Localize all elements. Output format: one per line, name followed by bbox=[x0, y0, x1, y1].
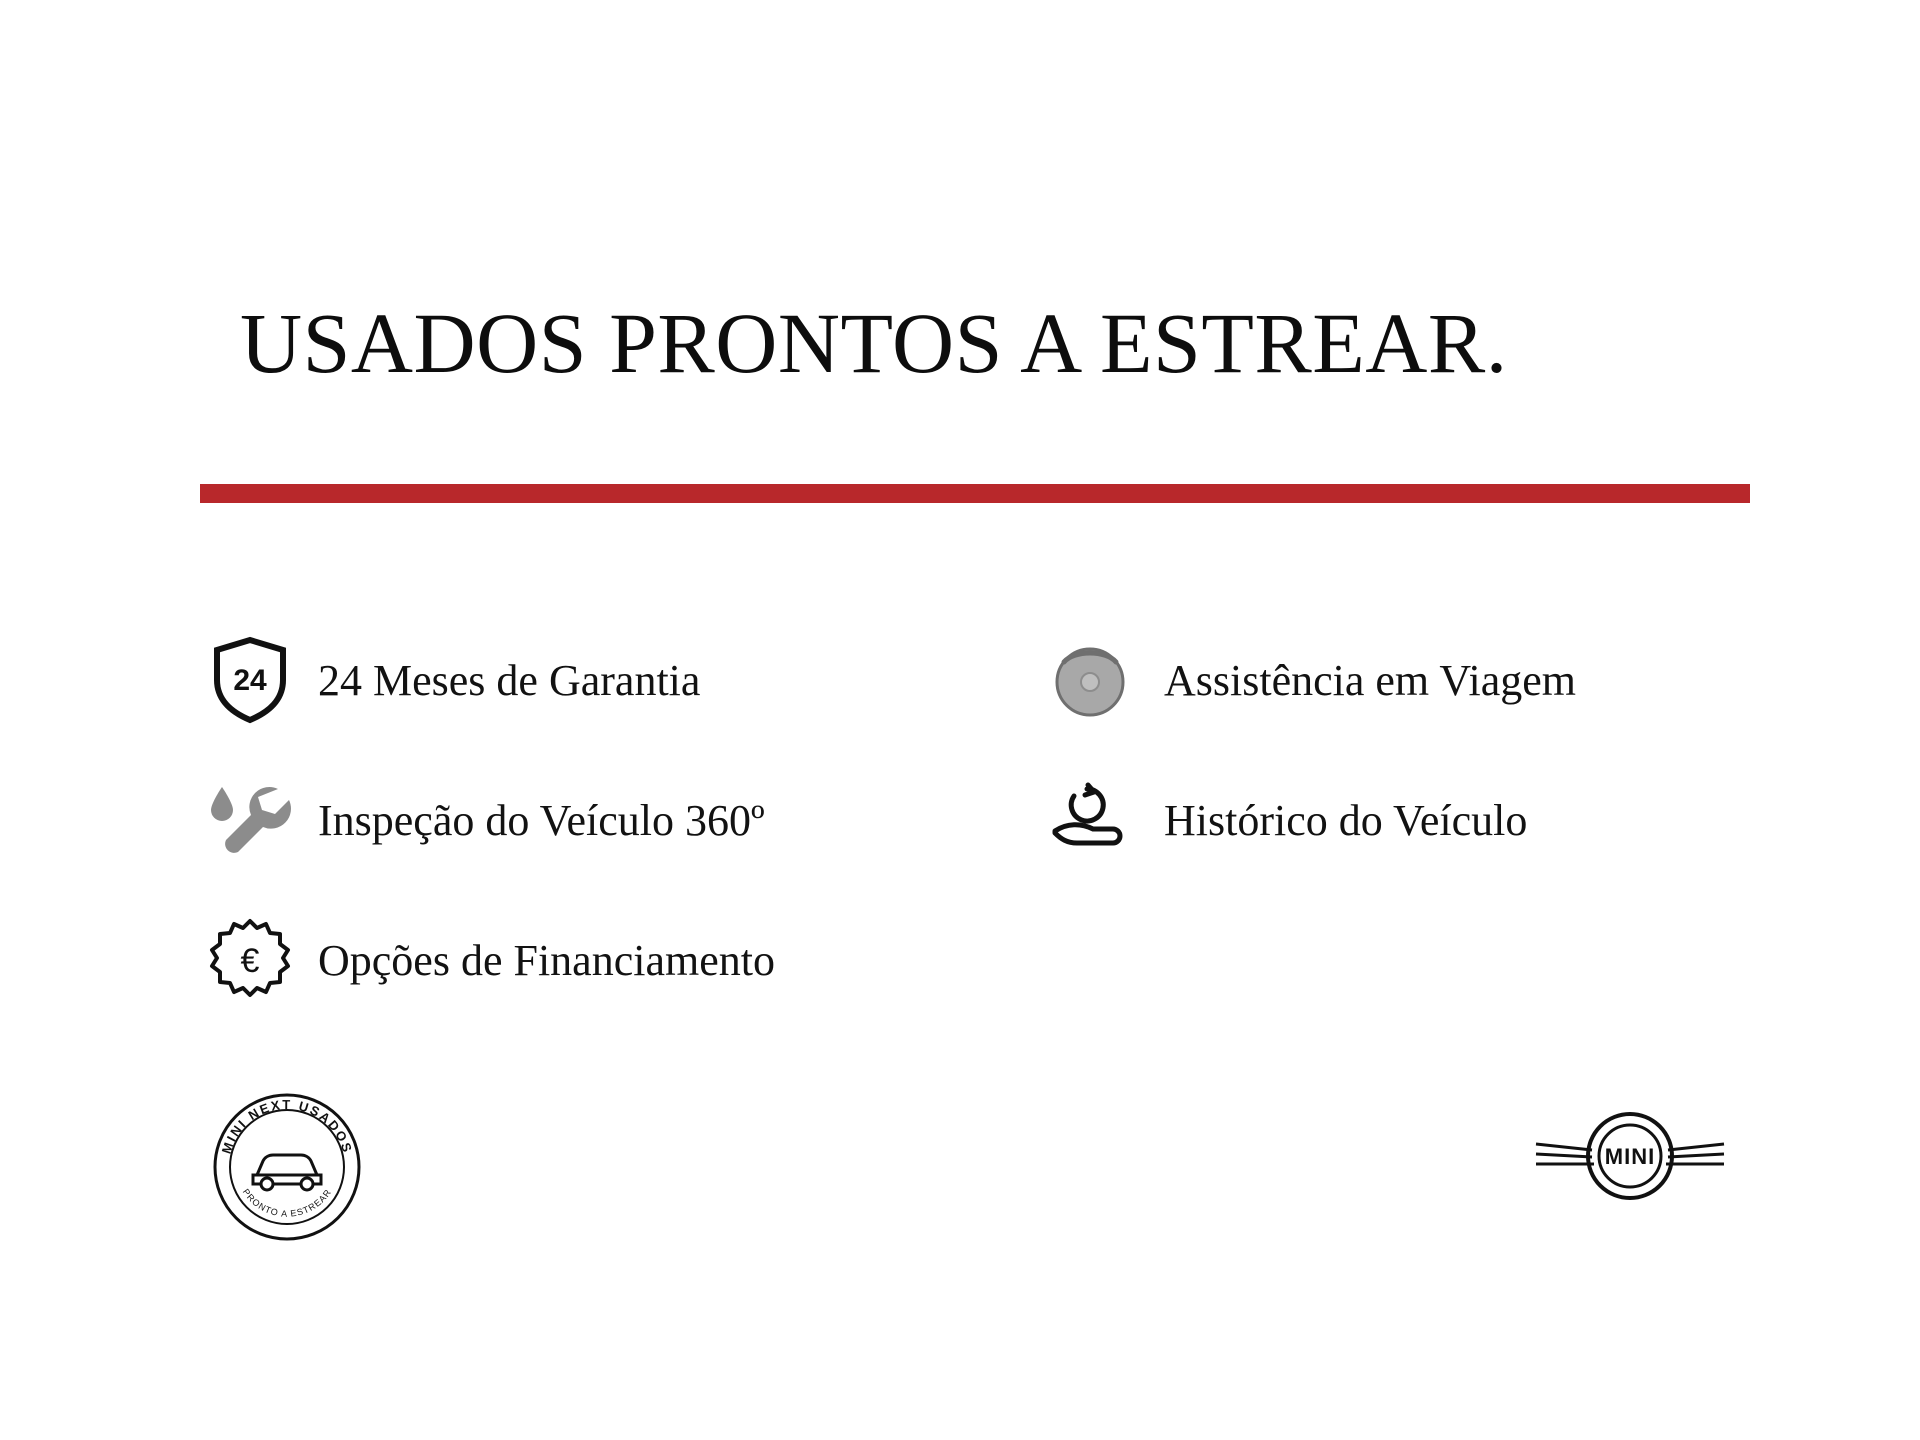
feature-label: 24 Meses de Garantia bbox=[318, 655, 701, 705]
svg-text:24: 24 bbox=[233, 664, 267, 697]
feature-item-vehicle-history bbox=[1040, 750, 1740, 890]
feature-item-warranty bbox=[200, 610, 1040, 750]
feature-item-financing bbox=[200, 890, 1040, 1030]
svg-text:€: € bbox=[240, 942, 260, 980]
feature-row bbox=[200, 610, 1760, 750]
steering-wheel-icon bbox=[1040, 630, 1140, 730]
svg-text:MINI NEXT USADOS bbox=[219, 1097, 356, 1156]
feature-label: Assistência em Viagem bbox=[1164, 655, 1577, 705]
page-title: USADOS PRONTOS A ESTREAR. bbox=[240, 295, 1508, 391]
feature-item-roadside-assistance bbox=[1040, 610, 1740, 750]
seal-outer-text: MINI NEXT USADOS bbox=[218, 1096, 356, 1156]
feature-row bbox=[200, 890, 1760, 1030]
feature-label: Opções de Financiamento bbox=[318, 935, 775, 985]
feature-grid bbox=[200, 610, 1760, 1030]
feature-label: Histórico do Veículo bbox=[1164, 795, 1528, 845]
wrench-oil-drop-icon bbox=[200, 770, 300, 870]
euro-seal-icon bbox=[200, 910, 300, 1010]
feature-item-empty bbox=[1040, 890, 1740, 1030]
mini-wordmark bbox=[1530, 1100, 1730, 1210]
feature-row bbox=[200, 750, 1760, 890]
mini-wordmark-text: MINI bbox=[1604, 1144, 1656, 1169]
shield-24-icon bbox=[200, 630, 300, 730]
feature-label: Inspeção do Veículo 360º bbox=[318, 795, 765, 845]
accent-divider bbox=[200, 484, 1750, 503]
mini-next-usados-seal bbox=[205, 1085, 370, 1250]
seal-bottom-text: PRONTO A ESTREAR bbox=[240, 1186, 334, 1219]
feature-item-inspection bbox=[200, 750, 1040, 890]
hand-car-history-icon bbox=[1040, 770, 1140, 870]
